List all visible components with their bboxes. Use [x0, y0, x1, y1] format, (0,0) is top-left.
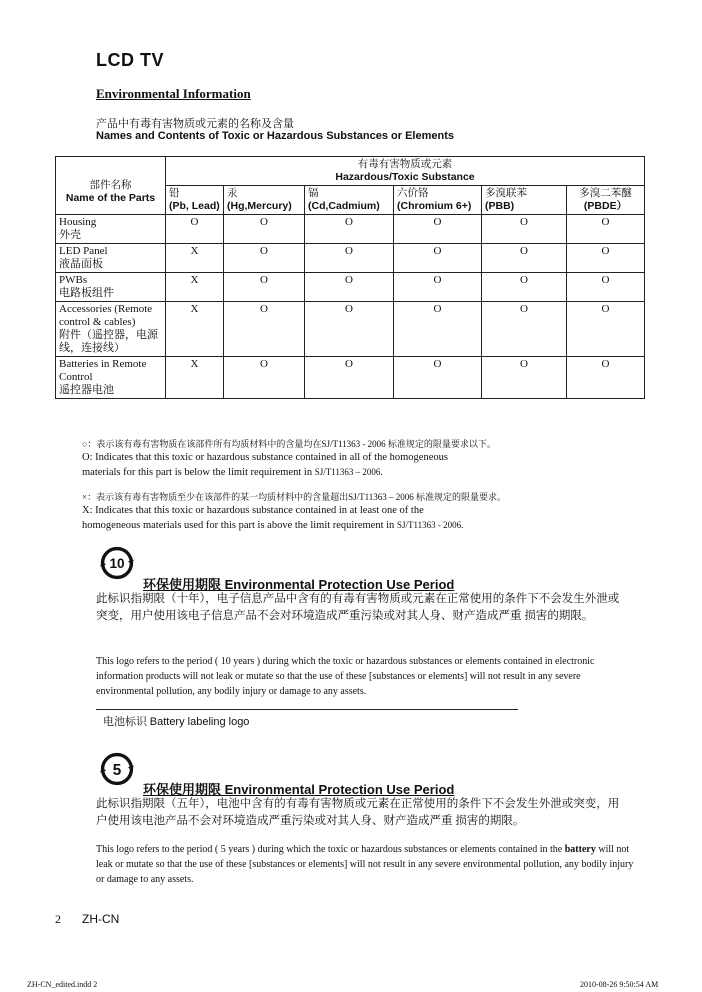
substance-mark-cell: O — [567, 273, 645, 302]
group-header-en: Hazardous/Toxic Substance — [335, 171, 475, 183]
substance-mark-cell: O — [394, 215, 482, 244]
substance-name-cn: 汞 — [227, 187, 238, 199]
note-x-en-text: homogeneous materials used for this part is above the limit requirement in — [82, 520, 397, 531]
period5-en-text — [96, 842, 636, 887]
substance-mark-cell: O — [224, 244, 305, 273]
recycle-5-icon — [100, 752, 134, 786]
part-name-en: LED Panel — [59, 245, 108, 257]
substance-mark-cell: O — [394, 273, 482, 302]
substance-header-1 — [224, 186, 305, 215]
note-x-cn: ×：表示该有毒有害物质至少在该部件的某一均质材料中的含量超出SJ/T11363 – 2006 标准规定的限量要求。 — [82, 492, 506, 502]
footer-timestamp: 2010-08-26 9:50:54 AM — [580, 980, 659, 989]
substance-name-en: (PBDE） — [583, 200, 628, 212]
period10-title: 环保使用期限 Environmental Protection Use Period — [143, 577, 455, 592]
table-row — [56, 273, 645, 302]
note-o-en-line2 — [82, 465, 642, 480]
substance-mark-cell: X — [166, 302, 224, 357]
substance-mark-cell: O — [305, 273, 394, 302]
substance-group-header — [166, 157, 645, 186]
eco-period-5-logo — [100, 752, 134, 791]
period5-title: 环保使用期限 Environmental Protection Use Period — [143, 782, 455, 797]
part-name-en: Accessories (Remote control & cables) — [59, 303, 153, 328]
substance-name-cn: 多溴联苯 — [485, 187, 527, 199]
parts-header-cn: 部件名称 — [89, 179, 132, 191]
substance-name-en: (Chromium 6+) — [397, 200, 472, 212]
substance-name-cn: 铅 — [169, 187, 180, 199]
substance-mark-cell: O — [305, 357, 394, 399]
part-name-cn: 遥控器电池 — [59, 384, 114, 396]
substance-mark-cell: O — [567, 302, 645, 357]
table-row — [56, 302, 645, 357]
group-header-cn: 有毒有害物质或元素 — [357, 158, 453, 170]
substance-name-en: (Hg,Mercury) — [227, 200, 292, 212]
table-header-row — [56, 157, 645, 186]
substance-mark-cell: O — [394, 357, 482, 399]
substance-header-3 — [394, 186, 482, 215]
table-row — [56, 244, 645, 273]
substance-name-en: (Cd,Cadmium) — [308, 200, 380, 212]
part-name-cn: 液晶面板 — [59, 258, 103, 270]
part-name-cell — [56, 215, 166, 244]
part-name-cn: 附件（遥控器，电源线，连接线） — [59, 329, 158, 354]
table-caption-cn: 产品中有毒有害物质或元素的名称及含量 — [96, 118, 294, 130]
substance-name-cn: 多溴二苯醚 — [579, 187, 632, 199]
note-x-en-line2 — [82, 518, 642, 533]
substance-mark-cell: O — [224, 302, 305, 357]
substance-mark-cell: X — [166, 244, 224, 273]
note-o — [82, 437, 642, 480]
substance-mark-cell: O — [394, 302, 482, 357]
hazardous-substance-table — [55, 156, 645, 399]
substance-mark-cell: X — [166, 357, 224, 399]
part-name-cell — [56, 244, 166, 273]
part-name-en: PWBs — [59, 274, 88, 286]
substance-name-cn: 镉 — [308, 187, 319, 199]
substance-mark-cell: O — [482, 273, 567, 302]
section-heading: Environmental Information — [96, 86, 251, 101]
substance-name-en: (Pb, Lead) — [169, 200, 220, 212]
page-number: 2 — [55, 912, 61, 926]
part-name-cn: 外壳 — [59, 229, 81, 241]
battery-label-cn: 电池标识 — [103, 716, 150, 728]
period5-en-battery: battery — [564, 844, 596, 855]
table-row — [56, 215, 645, 244]
eco-period-10-logo — [100, 546, 134, 585]
note-o-cn: ○：表示该有毒有害物质在该部件所有均质材料中的含量均在SJ/T11363 - 2006 标准规定的限量要求以下。 — [82, 439, 496, 449]
substance-mark-cell: O — [305, 302, 394, 357]
period5-cn-text: 此标识指期限（五年），电池中含有的有毒有害物质或元素在正常使用的条件下不会发生外泄或突变，用户使用该电池产品不会对环境造成严重污染或对其人身、财产造成严重 损害的期限。 — [96, 798, 620, 827]
note-o-en-line1: O: Indicates that this toxic or hazardous substance contained in all of the homogeneous — [82, 452, 448, 463]
substance-header-5 — [567, 186, 645, 215]
battery-label — [103, 713, 249, 729]
substance-mark-cell: O — [305, 215, 394, 244]
substance-mark-cell: O — [482, 302, 567, 357]
product-title: LCD TV — [96, 50, 164, 70]
note-o-en-text: materials for this part is below the limit requirement in — [82, 467, 315, 478]
part-name-cn: 电路板组件 — [59, 287, 114, 299]
table-row — [56, 357, 645, 399]
substance-header-0 — [166, 186, 224, 215]
substance-mark-cell: O — [567, 357, 645, 399]
substance-name-cn: 六价铬 — [397, 187, 429, 199]
logo-5-number: 5 — [112, 761, 122, 779]
footer-file-name: ZH-CN_edited.indd 2 — [27, 980, 98, 989]
substance-mark-cell: O — [394, 244, 482, 273]
period10-cn-text: 此标识指期限（十年），电子信息产品中含有的有毒有害物质或元素在正常使用的条件下不会发生外泄或突变，用户使用该电子信息产品不会对环境造成严重污染或对其人身、财产造成严重 损害的期限。 — [96, 593, 620, 622]
parts-column-header — [56, 157, 166, 215]
substance-mark-cell: O — [482, 215, 567, 244]
substance-mark-cell: O — [567, 244, 645, 273]
note-o-standard: SJ/T11363 – 2006. — [314, 467, 383, 477]
parts-header-en: Name of the Parts — [65, 192, 156, 204]
part-name-cell — [56, 273, 166, 302]
substance-mark-cell: O — [224, 215, 305, 244]
table-caption-en: Names and Contents of Toxic or Hazardous Substances or Elements — [96, 130, 454, 142]
substance-header-2 — [305, 186, 394, 215]
note-x-en-line1: X: Indicates that this toxic or hazardous substance contained in at least one of the — [82, 505, 424, 516]
divider-line — [96, 709, 518, 710]
part-name-en: Housing — [59, 216, 97, 228]
substance-mark-cell: X — [166, 273, 224, 302]
period5-en-text-2: will not leak or mutate so that the use of these [substances or elements] will not result in any severe environmental pollution, any bodily injury or damage to any assets. — [96, 844, 634, 885]
substance-mark-cell: O — [305, 244, 394, 273]
substance-mark-cell: O — [224, 357, 305, 399]
substance-mark-cell: O — [166, 215, 224, 244]
part-name-en: Batteries in Remote Control — [59, 358, 147, 383]
substance-header-4 — [482, 186, 567, 215]
period10-en-text: This logo refers to the period ( 10 years ) during which the toxic or hazardous substances or elements contained in electronic information products will not leak or mutate so that the use of these [substances or elements] will not result in any severe environmental pollution, any bodily injury or damage to any assets. — [96, 656, 595, 697]
part-name-cell — [56, 357, 166, 399]
substance-mark-cell: O — [482, 244, 567, 273]
period5-en-text-1: This logo refers to the period ( 5 years ) during which the toxic or hazardous substances or elements contained in the — [96, 844, 565, 855]
substance-mark-cell: O — [482, 357, 567, 399]
language-code: ZH-CN — [82, 912, 120, 926]
note-x-standard: SJ/T11363 - 2006. — [396, 520, 464, 530]
battery-label-en: Battery labeling logo — [149, 716, 250, 728]
substance-mark-cell: O — [567, 215, 645, 244]
substance-name-en: (PBB) — [485, 200, 515, 212]
note-x — [82, 490, 642, 533]
logo-10-number: 10 — [109, 556, 125, 572]
part-name-cell — [56, 302, 166, 357]
recycle-10-icon — [100, 546, 134, 580]
substance-mark-cell: O — [224, 273, 305, 302]
